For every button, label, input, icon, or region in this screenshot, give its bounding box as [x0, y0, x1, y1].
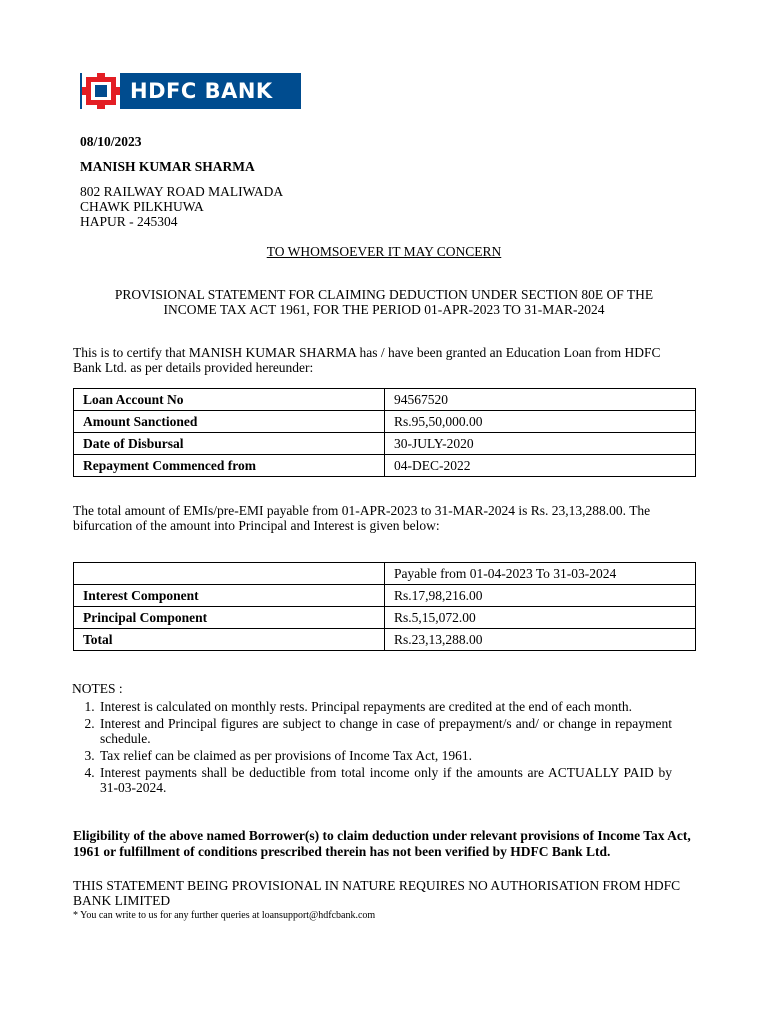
interest-label: Interest Component: [74, 585, 385, 607]
interest-value: Rs.17,98,216.00: [385, 585, 696, 607]
principal-value: Rs.5,15,072.00: [385, 607, 696, 629]
logo-text: HDFC BANK: [130, 79, 273, 103]
recipient-name: MANISH KUMAR SHARMA: [80, 159, 255, 174]
table-row: [74, 585, 696, 607]
disbursal-date-value: 30-JULY-2020: [385, 433, 696, 455]
disbursal-date-label: Date of Disbursal: [74, 433, 385, 455]
contact-note: * You can write to us for any further queries at loansupport@hdfcbank.com: [73, 910, 376, 921]
address-line-1: 802 RAILWAY ROAD MALIWADA: [80, 184, 284, 199]
loan-details-table: [73, 388, 696, 477]
eligibility-disclaimer: Eligibility of the above named Borrower(s) to claim deduction under relevant provisions of Income Tax Act, 1961 or fulfillment of conditions prescribed therein has not been verified by HDFC Bank Ltd.: [73, 828, 691, 859]
list-item: 2. Interest and Principal figures are subject to change in case of prepayment/s and/ or change in repayment schedule.: [98, 716, 672, 746]
list-item: 4. Interest payments shall be deductible from total income only if the amounts are ACTUALLY PAID by 31-03-2024.: [98, 765, 672, 795]
amount-sanctioned-value: Rs.95,50,000.00: [385, 411, 696, 433]
repayment-start-value: 04-DEC-2022: [385, 455, 696, 477]
loan-account-label: Loan Account No: [74, 389, 385, 411]
provisional-statement-note: THIS STATEMENT BEING PROVISIONAL IN NATURE REQUIRES NO AUTHORISATION FROM HDFC BANK LIMITED: [73, 878, 681, 908]
notes-section: [72, 681, 672, 797]
principal-label: Principal Component: [74, 607, 385, 629]
amount-sanctioned-label: Amount Sanctioned: [74, 411, 385, 433]
breakup-header-empty: [74, 563, 385, 585]
breakup-table: [73, 562, 696, 651]
table-row: [74, 607, 696, 629]
hdfc-logo: [80, 73, 301, 109]
list-item: 3. Tax relief can be claimed as per provisions of Income Tax Act, 1961.: [98, 748, 672, 763]
total-label: Total: [74, 629, 385, 651]
address-line-2: CHAWK PILKHUWA: [80, 199, 204, 214]
emi-line-2: bifurcation of the amount into Principal and Interest is given below:: [73, 518, 440, 533]
address-line-3: HAPUR - 245304: [80, 214, 178, 229]
notes-list: [72, 699, 672, 795]
hdfc-logo-mark-icon: [82, 73, 120, 109]
breakup-header: Payable from 01-04-2023 To 31-03-2024: [385, 563, 696, 585]
table-row: [74, 411, 696, 433]
table-row: [74, 629, 696, 651]
letter-date: 08/10/2023: [80, 134, 142, 149]
intro-line-2: Bank Ltd. as per details provided hereunder:: [73, 360, 314, 375]
repayment-start-label: Repayment Commenced from: [74, 455, 385, 477]
subject-line-2: INCOME TAX ACT 1961, FOR THE PERIOD 01-APR-2023 TO 31-MAR-2024: [163, 302, 605, 317]
table-row: [74, 389, 696, 411]
subject-line-1: PROVISIONAL STATEMENT FOR CLAIMING DEDUCTION UNDER SECTION 80E OF THE: [114, 287, 654, 302]
emi-line-1: The total amount of EMIs/pre-EMI payable from 01-APR-2023 to 31-MAR-2024 is Rs. 23,13,288.00. The: [73, 503, 651, 518]
loan-account-value: 94567520: [385, 389, 696, 411]
salutation: TO WHOMSOEVER IT MAY CONCERN: [266, 244, 502, 259]
list-item: 1. Interest is calculated on monthly rests. Principal repayments are credited at the end of each month.: [98, 699, 672, 714]
table-row: [74, 455, 696, 477]
total-value: Rs.23,13,288.00: [385, 629, 696, 651]
notes-title: NOTES :: [72, 681, 123, 696]
table-row: [74, 563, 696, 585]
table-row: [74, 433, 696, 455]
intro-line-1: This is to certify that MANISH KUMAR SHARMA has / have been granted an Education Loan from HDFC: [73, 345, 661, 360]
